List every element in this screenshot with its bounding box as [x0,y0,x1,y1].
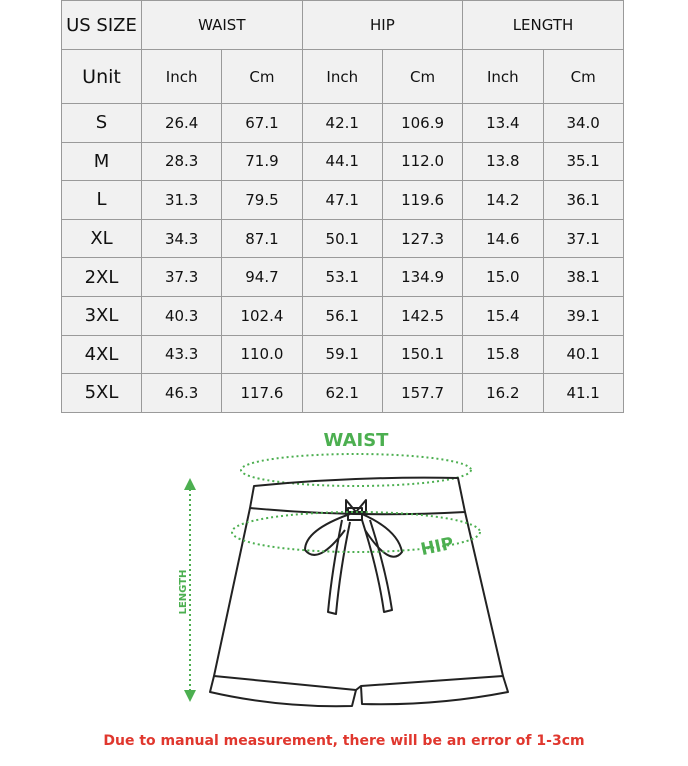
us-size-header: US SIZE [62,1,142,50]
measurement-cell: 14.6 [463,219,543,258]
measurement-cell: 15.8 [463,335,543,374]
unit-row [62,50,624,104]
measurement-cell: 15.4 [463,296,543,335]
measurement-cell: 112.0 [382,142,462,181]
measurement-cell: 37.1 [543,219,623,258]
table-row [62,296,624,335]
unit-cell: Inch [302,50,382,104]
measurement-cell: 40.1 [543,335,623,374]
measurement-cell: 142.5 [382,296,462,335]
size-label-cell: XL [62,219,142,258]
measurement-cell: 71.9 [222,142,302,181]
measurement-cell: 16.2 [463,374,543,413]
unit-cell: Cm [543,50,623,104]
table-row [62,104,624,143]
measurement-cell: 39.1 [543,296,623,335]
table-row [62,142,624,181]
measurement-cell: 110.0 [222,335,302,374]
table-row [62,258,624,297]
size-label-cell: L [62,181,142,220]
measurement-cell: 117.6 [222,374,302,413]
measurement-cell: 134.9 [382,258,462,297]
measurement-cell: 59.1 [302,335,382,374]
measurement-cell: 87.1 [222,219,302,258]
measurement-cell: 38.1 [543,258,623,297]
table-row [62,219,624,258]
measurement-cell: 13.8 [463,142,543,181]
measurement-cell: 44.1 [302,142,382,181]
measurement-cell: 150.1 [382,335,462,374]
measurement-cell: 31.3 [142,181,222,220]
shorts-measurement-diagram [0,415,688,735]
unit-cell: Cm [222,50,302,104]
size-label-cell: S [62,104,142,143]
size-chart-table [61,0,624,413]
measurement-cell: 47.1 [302,181,382,220]
table-row [62,374,624,413]
unit-cell: Cm [382,50,462,104]
waist-measure-ellipse [241,454,471,486]
measurement-cell: 40.3 [142,296,222,335]
unit-cell: Inch [463,50,543,104]
length-label: LENGTH [178,569,189,615]
size-rows [62,104,624,413]
measurement-cell: 34.0 [543,104,623,143]
measurement-cell: 102.4 [222,296,302,335]
measurement-cell: 119.6 [382,181,462,220]
size-label-cell: 2XL [62,258,142,297]
measurement-cell: 67.1 [222,104,302,143]
table-row [62,181,624,220]
measurement-cell: 35.1 [543,142,623,181]
measurement-cell: 14.2 [463,181,543,220]
measurement-cell: 34.3 [142,219,222,258]
size-label-cell: M [62,142,142,181]
measurement-cell: 127.3 [382,219,462,258]
unit-cell: Inch [142,50,222,104]
size-label-cell: 3XL [62,296,142,335]
measurement-cell: 106.9 [382,104,462,143]
size-label-cell: 5XL [62,374,142,413]
measurement-cell: 79.5 [222,181,302,220]
measurement-cell: 26.4 [142,104,222,143]
table-header-row [62,1,624,50]
table-row [62,335,624,374]
length-header: LENGTH [463,1,624,50]
unit-header: Unit [62,50,142,104]
measurement-cell: 94.7 [222,258,302,297]
measurement-cell: 50.1 [302,219,382,258]
hip-label: HIP [418,533,456,561]
measurement-cell: 157.7 [382,374,462,413]
measurement-cell: 62.1 [302,374,382,413]
waist-header: WAIST [142,1,303,50]
measurement-cell: 43.3 [142,335,222,374]
shorts-outline [210,478,508,707]
measurement-cell: 42.1 [302,104,382,143]
measurement-cell: 56.1 [302,296,382,335]
measurement-cell: 36.1 [543,181,623,220]
measurement-cell: 53.1 [302,258,382,297]
size-label-cell: 4XL [62,335,142,374]
waist-label: WAIST [323,430,389,451]
measurement-cell: 28.3 [142,142,222,181]
measurement-note: Due to manual measurement, there will be an error of 1-3cm [103,733,585,749]
hip-header: HIP [302,1,463,50]
measurement-cell: 41.1 [543,374,623,413]
measurement-cell: 15.0 [463,258,543,297]
measurement-cell: 37.3 [142,258,222,297]
measurement-cell: 46.3 [142,374,222,413]
measurement-cell: 13.4 [463,104,543,143]
